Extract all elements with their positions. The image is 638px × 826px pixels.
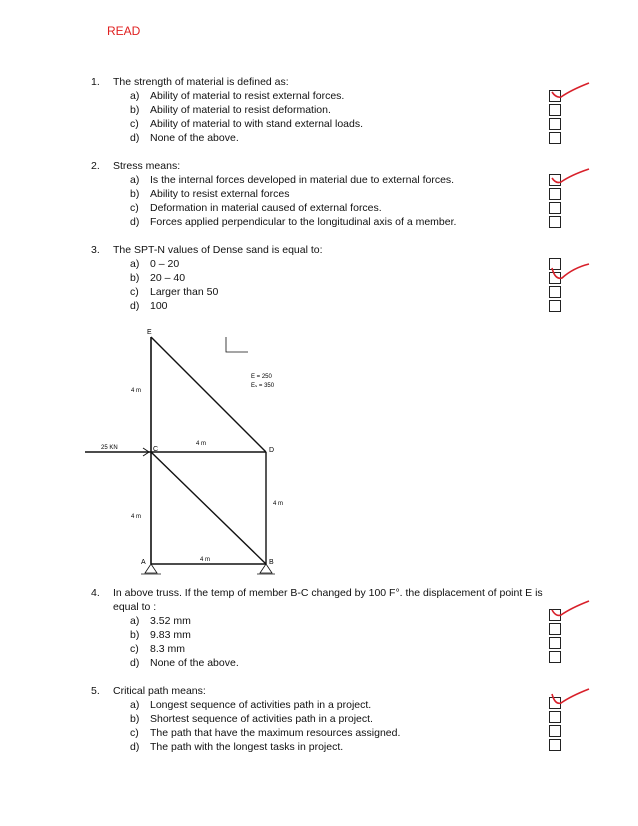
option: d) Forces applied perpendicular to the longitudinal axis of a member.: [130, 216, 457, 228]
answer-checkbox[interactable]: [549, 118, 561, 130]
check-mark-icon: [549, 80, 597, 108]
question-number: 4.: [91, 587, 100, 599]
axis-glyph-icon: [226, 337, 248, 352]
answer-checkbox[interactable]: [549, 637, 561, 649]
answer-checkbox[interactable]: [549, 725, 561, 737]
answer-checkbox[interactable]: [549, 202, 561, 214]
option: a) Is the internal forces developed in material due to external forces.: [130, 174, 455, 186]
support-a-icon: [145, 564, 157, 573]
option: d) None of the above.: [130, 132, 239, 144]
option: d) None of the above.: [130, 657, 239, 669]
member-e-d: [151, 337, 266, 452]
check-mark-icon: [549, 598, 597, 626]
dim-label-ec: 4 m: [131, 388, 142, 394]
answer-checkbox[interactable]: [549, 651, 561, 663]
option: c) The path that have the maximum resources assigned.: [130, 727, 401, 739]
read-label: READ: [107, 24, 141, 38]
check-mark-icon: [549, 262, 597, 290]
dim-label-db: 4 m: [273, 501, 284, 507]
question-4: [91, 586, 113, 600]
option: b) Ability of material to resist deformation.: [130, 104, 331, 116]
option: d) 100: [130, 300, 168, 312]
option: b) 9.83 mm: [130, 629, 191, 641]
option: c) Ability of material to with stand external loads.: [130, 118, 364, 130]
answer-checkbox[interactable]: [549, 216, 561, 228]
member-c-b: [151, 452, 266, 564]
dim-label-ca: 4 m: [131, 514, 142, 520]
option: a) 3.52 mm: [130, 615, 191, 627]
dim-label-ab: 4 m: [200, 557, 211, 563]
answer-checkbox[interactable]: [549, 132, 561, 144]
question-text: The SPT-N values of Dense sand is equal to:: [113, 244, 323, 256]
option: d) The path with the longest tasks in project.: [130, 741, 344, 753]
question-5: [91, 684, 206, 698]
question-text: The strength of material is defined as:: [113, 76, 289, 88]
node-label-e: E: [147, 329, 152, 336]
option: a) 0 – 20: [130, 258, 180, 270]
node-label-d: D: [269, 447, 275, 454]
question-number: 5.: [91, 685, 100, 697]
node-label-b: B: [269, 559, 274, 566]
option: b) 20 – 40: [130, 272, 186, 284]
node-label-a: A: [141, 559, 146, 566]
option: c) 8.3 mm: [130, 643, 186, 655]
option: c) Deformation in material caused of external forces.: [130, 202, 382, 214]
node-label-c: C: [153, 446, 159, 453]
dim-label-cd: 4 m: [196, 441, 207, 447]
option: c) Larger than 50: [130, 286, 219, 298]
question-number: 2.: [91, 160, 100, 172]
question-number: 1.: [91, 76, 100, 88]
question-3: [91, 243, 323, 257]
question-text: In above truss. If the temp of member B-C changed by 100 F°. the displacement of point E is equal to :: [113, 587, 543, 613]
truss-diagram: [85, 324, 345, 580]
option: b) Ability to resist external forces: [130, 188, 290, 200]
option: a) Longest sequence of activities path in a project.: [130, 699, 372, 711]
question-number: 3.: [91, 244, 100, 256]
question-text: Critical path means:: [113, 685, 206, 697]
question-text: Stress means:: [113, 160, 181, 172]
load-label: 25 KN: [101, 445, 118, 451]
check-mark-icon: [549, 166, 597, 194]
question-1: [91, 75, 289, 89]
answer-checkbox[interactable]: [549, 300, 561, 312]
check-mark-icon: [549, 686, 597, 714]
option: a) Ability of material to resist external forces.: [130, 90, 345, 102]
modulus-label: E = 250: [251, 374, 272, 380]
modulus-label: Eₛ = 350: [251, 383, 275, 389]
option: b) Shortest sequence of activities path in a project.: [130, 713, 373, 725]
answer-checkbox[interactable]: [549, 739, 561, 751]
question-2: [91, 159, 180, 173]
